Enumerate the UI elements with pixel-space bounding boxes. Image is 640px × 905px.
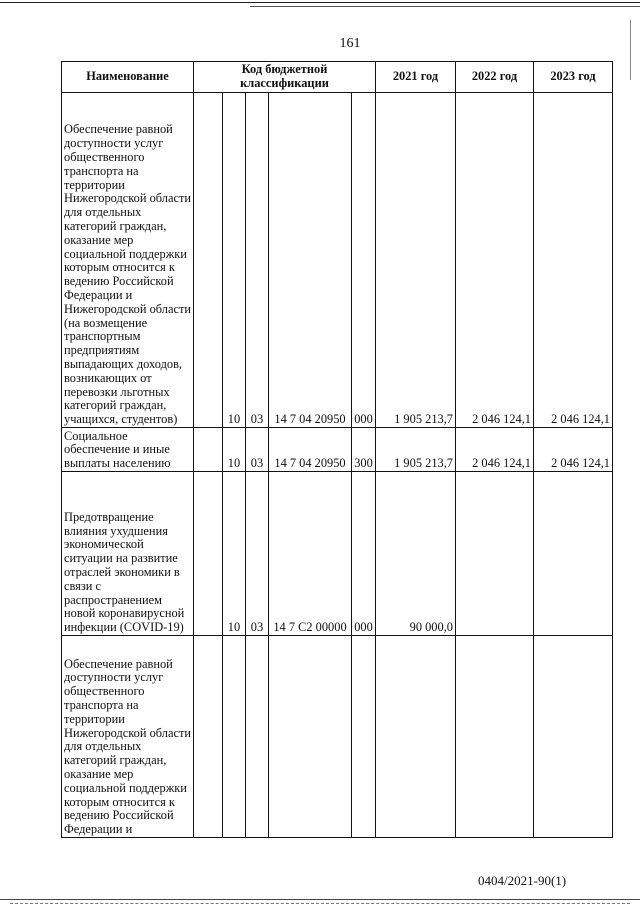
table-row xyxy=(62,93,613,428)
top-border-line xyxy=(0,2,640,3)
code-expense-type: 000 xyxy=(352,472,376,636)
code-expense-type: 000 xyxy=(352,93,376,428)
value-2022 xyxy=(456,636,534,838)
code-section: 10 xyxy=(223,472,246,636)
header-2023: 2023 год xyxy=(534,62,613,93)
row-name: Предотвращение влияния ухудшения экономической ситуации на развитие отраслей экономики в связи с распространением новой коронавирусной инфекции (COVID-19) xyxy=(62,472,194,636)
table-row xyxy=(62,636,613,838)
code-target xyxy=(269,636,352,838)
code-target: 14 7 04 20950 xyxy=(269,93,352,428)
row-name: Социальное обеспечение и иные выплаты населению xyxy=(62,428,194,472)
row-name: Обеспечение равной доступности услуг общественного транспорта на территории Нижегородской области для отдельных категорий граждан, оказание мер социальной поддержки которым относится к ведению Российской Федерации и xyxy=(62,636,194,838)
header-2022: 2022 год xyxy=(456,62,534,93)
value-2023 xyxy=(534,636,613,838)
value-2023: 2 046 124,1 xyxy=(534,428,613,472)
value-2022: 2 046 124,1 xyxy=(456,93,534,428)
value-2021: 90 000,0 xyxy=(376,472,456,636)
code-section: 10 xyxy=(223,428,246,472)
budget-table xyxy=(61,61,613,838)
code-expense-type: 300 xyxy=(352,428,376,472)
document-code: 0404/2021-90(1) xyxy=(478,873,567,888)
value-2022 xyxy=(456,472,534,636)
table-row xyxy=(62,472,613,636)
code-subsection: 03 xyxy=(246,428,269,472)
value-2022: 2 046 124,1 xyxy=(456,428,534,472)
code-subsection xyxy=(246,636,269,838)
value-2021: 1 905 213,7 xyxy=(376,428,456,472)
header-name: Наименование xyxy=(62,62,194,93)
top-border-line-secondary xyxy=(250,6,640,7)
table-header-row xyxy=(62,62,613,93)
value-2021 xyxy=(376,636,456,838)
code-target: 14 7 С2 00000 xyxy=(269,472,352,636)
code-section: 10 xyxy=(223,93,246,428)
value-2021: 1 905 213,7 xyxy=(376,93,456,428)
code-section xyxy=(223,636,246,838)
header-2021: 2021 год xyxy=(376,62,456,93)
value-2023 xyxy=(534,472,613,636)
code-expense-type xyxy=(352,636,376,838)
code-subsection: 03 xyxy=(246,93,269,428)
value-2023: 2 046 124,1 xyxy=(534,93,613,428)
page-number: 161 xyxy=(339,36,361,51)
header-code: Код бюджетной классификации xyxy=(194,62,376,93)
bottom-border-line xyxy=(0,899,640,900)
row-name: Обеспечение равной доступности услуг общественного транспорта на территории Нижегородской области для отдельных категорий граждан, оказание мер социальной поддержки которым относится к ведению Российской Федерации и Нижегородской области (на возмещение транспортным предприятиям выпадающих доходов, возникающих от перевозки льготных категорий граждан, учащихся, студентов) xyxy=(62,93,194,428)
code-target: 14 7 04 20950 xyxy=(269,428,352,472)
code-subsection: 03 xyxy=(246,472,269,636)
table-row xyxy=(62,428,613,472)
